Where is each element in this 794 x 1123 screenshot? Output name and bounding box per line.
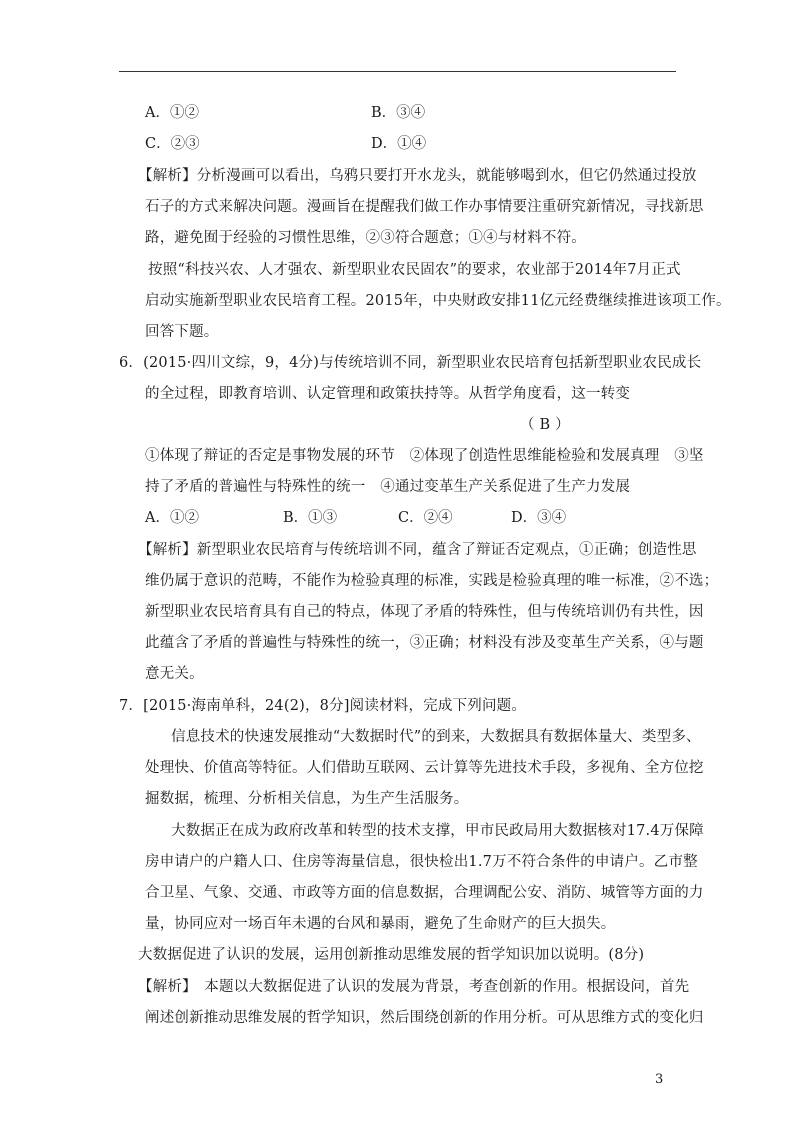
q6-stem-line: 6．(2015·四川文综，9，4分)与传统培训不同，新型职业农民培育包括新型职业农民成长 — [119, 355, 702, 371]
q7-material-line: 大数据正在成为政府改革和转型的技术支撑，甲市民政局用大数据核对17.4万保障 — [171, 823, 704, 839]
q6-analysis-line: 意无关。 — [145, 666, 204, 682]
q6-item-line: 持了矛盾的普遍性与特殊性的统一 ④通过变革生产关系促进了生产力发展 — [145, 479, 631, 495]
q7-material-line: 信息技术的快速发展推动“大数据时代”的到来，大数据具有数据体量大、类型多、 — [171, 729, 701, 745]
intro-line: 回答下题。 — [145, 324, 219, 340]
q6-analysis-line: 【解析】新型职业农民培育与传统培训不同，蕴含了辩证否定观点，①正确；创造性思 — [138, 542, 697, 558]
q6-option-b: B．①③ — [283, 510, 338, 526]
q5-analysis-line: 石子的方式来解决问题。漫画旨在提醒我们做工作办事情要注重研究新情况，寻找新思 — [145, 199, 704, 215]
q7-material-line: 合卫星、气象、交通、市政等方面的信息数据，合理调配公安、消防、城管等方面的力 — [145, 885, 704, 901]
q6-analysis-line: 新型职业农民培育具有自己的特点，体现了矛盾的特殊性，但与传统培训仍有共性，因 — [145, 604, 704, 620]
q6-stem-line: 的全过程，即教育培训、认定管理和政策扶持等。从哲学角度看，这一转变 — [145, 386, 631, 402]
q6-item-line: ①体现了辩证的否定是事物发展的环节 ②体现了创造性思维能检验和发展真理 ③坚 — [145, 448, 704, 464]
q7-material-line: 处理快、价值高等特征。人们借助互联网、云计算等先进技术手段，多视角、全方位挖 — [145, 760, 704, 776]
q6-analysis-line: 维仍属于意识的范畴，不能作为检验真理的标准，实践是检验真理的唯一标准，②不选； — [145, 573, 719, 589]
intro-line: 启动实施新型职业农民培育工程。2015年，中央财政安排11亿元经费继续推进该项工作。 — [145, 293, 731, 309]
header-rule — [119, 71, 676, 72]
q7-stem: 7．[2015·海南单科，24(2)，8分]阅读材料，完成下列问题。 — [119, 698, 527, 714]
q7-material-line: 房申请户的户籍人口、住房等海量信息，很快检出1.7万不符合条件的申请户。乙市整 — [145, 854, 698, 870]
q5-analysis-line: 路，避免囿于经验的习惯性思维，②③符合题意；①④与材料不符。 — [145, 230, 586, 246]
q5-option-a: A．①② — [145, 105, 199, 121]
q6-option-c: C．②④ — [398, 510, 453, 526]
q5-option-b: B．③④ — [371, 105, 426, 121]
q5-option-c: C．②③ — [145, 136, 200, 152]
q7-material-line: 量，协同应对一场百年未遇的台风和暴雨，避免了生命财产的巨大损失。 — [145, 916, 616, 932]
q6-option-d: D．③④ — [511, 510, 567, 526]
intro-line: 按照“科技兴农、人才强农、新型职业农民固农”的要求，农业部于2014年7月正式 — [148, 262, 681, 278]
page-number: 3 — [655, 1072, 664, 1087]
q5-analysis-line: 【解析】分析漫画可以看出，乌鸦只要打开水龙头，就能够喝到水，但它仍然通过投放 — [138, 168, 697, 184]
q7-analysis-line: 阐述创新推动思维发展的哲学知识，然后围绕创新的作用分析。可从思维方式的变化归 — [145, 1010, 704, 1026]
q7-question: 大数据促进了认识的发展，运用创新推动思维发展的哲学知识加以说明。(8分) — [138, 947, 645, 963]
q7-analysis-line: 【解析】 本题以大数据促进了认识的发展为背景，考查创新的作用。根据设问，首先 — [138, 979, 690, 995]
q6-analysis-line: 此蕴含了矛盾的普遍性与特殊性的统一，③正确；材料没有涉及变革生产关系，④与题 — [145, 635, 704, 651]
q6-option-a: A．①② — [145, 510, 199, 526]
q7-material-line: 掘数据，梳理、分析相关信息，为生产生活服务。 — [145, 791, 469, 807]
q6-answer: （ B ） — [520, 417, 570, 433]
q5-option-d: D．①④ — [371, 136, 427, 152]
